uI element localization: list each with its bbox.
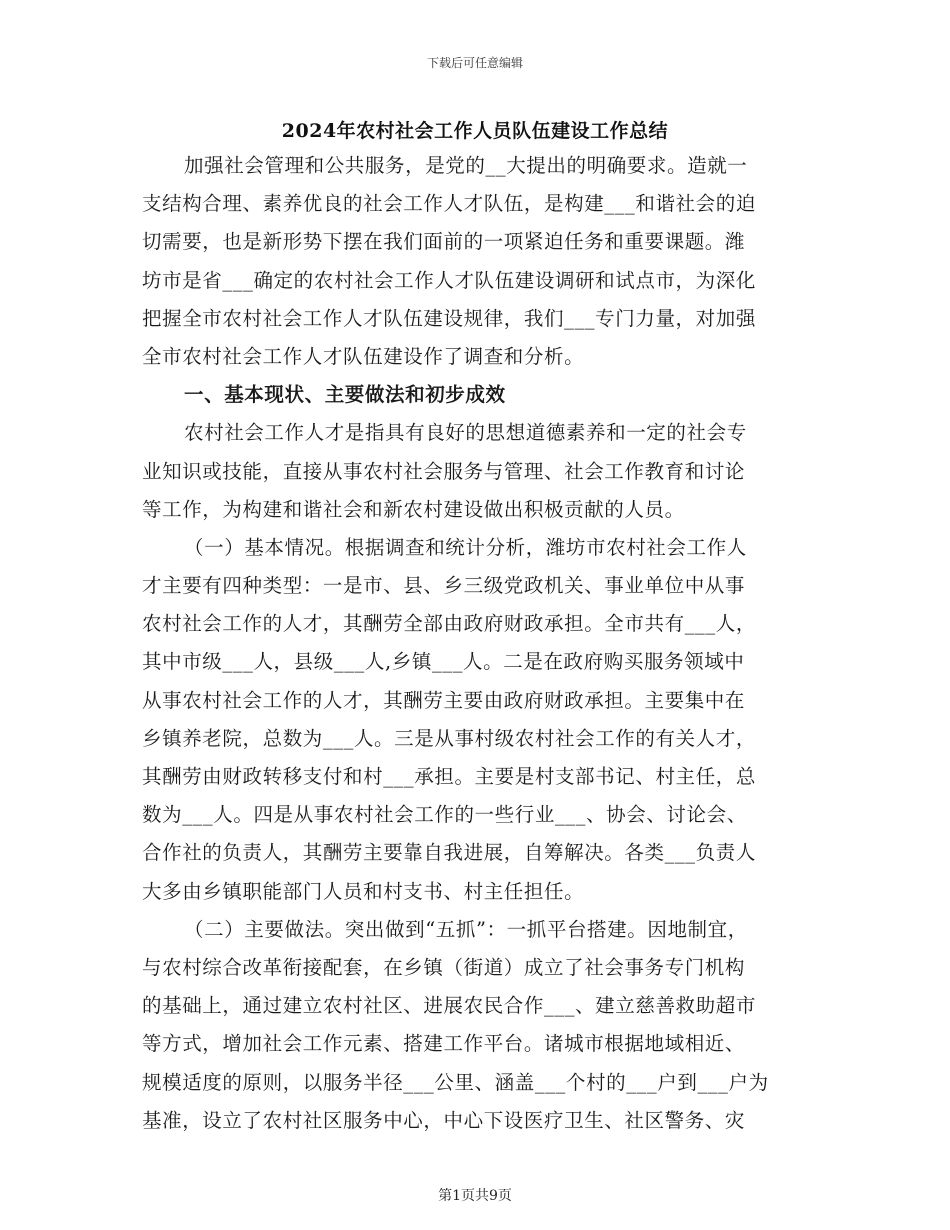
- body-line: 乡镇养老院，总数为___人。三是从事村级农村社会工作的有关人才，: [142, 726, 756, 750]
- body-line: 规模适度的原则，以服务半径___公里、涵盖___个村的___户到___户为: [142, 1070, 769, 1094]
- document-body: [142, 147, 822, 1140]
- body-line: 大多由乡镇职能部门人员和村支书、村主任担任。: [142, 879, 585, 903]
- document-title: 2024年农村社会工作人员队伍建设工作总结: [281, 120, 669, 142]
- body-line: 与农村综合改革衔接配套，在乡镇（街道）成立了社会事务专门机构: [142, 955, 746, 979]
- body-line: 把握全市农村社会工作人才队伍建设规律，我们___专门力量，对加强: [142, 306, 756, 330]
- section-heading: 一、基本现状、主要做法和初步成效: [184, 383, 506, 407]
- body-line: 农村社会工作人才是指具有良好的思想道德素养和一定的社会专: [184, 421, 747, 445]
- body-line: 业知识或技能，直接从事农村社会服务与管理、社会工作教育和讨论: [142, 459, 746, 483]
- page-footer: 第1页共9页: [438, 1188, 512, 1204]
- body-line: 坊市是省___确定的农村社会工作人才队伍建设调研和试点市，为深化: [142, 268, 756, 292]
- body-line: 支结构合理、素养优良的社会工作人才队伍，是构建___和谐社会的迫: [142, 192, 756, 216]
- body-line: 切需要，也是新形势下摆在我们面前的一项紧迫任务和重要课题。潍: [142, 230, 746, 254]
- body-line: 全市农村社会工作人才队伍建设作了调查和分析。: [142, 344, 585, 368]
- body-line: 的基础上，通过建立农村社区、进展农民合作___、建立慈善救助超市: [142, 994, 756, 1018]
- body-line: 基准，设立了农村社区服务中心，中心下设医疗卫生、社区警务、灾: [142, 1108, 746, 1132]
- body-line: 合作社的负责人，其酬劳主要靠自我进展，自筹解决。各类___负责人: [142, 841, 756, 865]
- body-line: 从事农村社会工作的人才，其酬劳主要由政府财政承担。主要集中在: [142, 688, 746, 712]
- body-line: 才主要有四种类型：一是市、县、乡三级党政机关、事业单位中从事: [142, 574, 746, 598]
- body-line: 数为___人。四是从事农村社会工作的一些行业___、协会、讨论会、: [142, 803, 747, 827]
- header-note: 下载后可任意编辑: [426, 56, 523, 70]
- body-line: 等方式，增加社会工作元素、搭建工作平台。诸城市根据地域相近、: [142, 1032, 746, 1056]
- body-line: （一）基本情况。根据调查和统计分析，潍坊市农村社会工作人: [184, 535, 747, 559]
- body-line: 等工作，为构建和谐社会和新农村建设做出积极贡献的人员。: [142, 497, 685, 521]
- body-line: 农村社会工作的人才，其酬劳全部由政府财政承担。全市共有___人，: [142, 612, 756, 636]
- body-line: （二）主要做法。突出做到“五抓”：一抓平台搭建。因地制宜，: [184, 917, 748, 941]
- body-line: 其中市级___人，县级___人,乡镇___人。二是在政府购买服务领域中: [142, 650, 745, 674]
- body-line: 加强社会管理和公共服务，是党的__大提出的明确要求。造就一: [184, 154, 748, 177]
- body-line: 其酬劳由财政转移支付和村___承担。主要是村支部书记、村主任，总: [142, 765, 756, 788]
